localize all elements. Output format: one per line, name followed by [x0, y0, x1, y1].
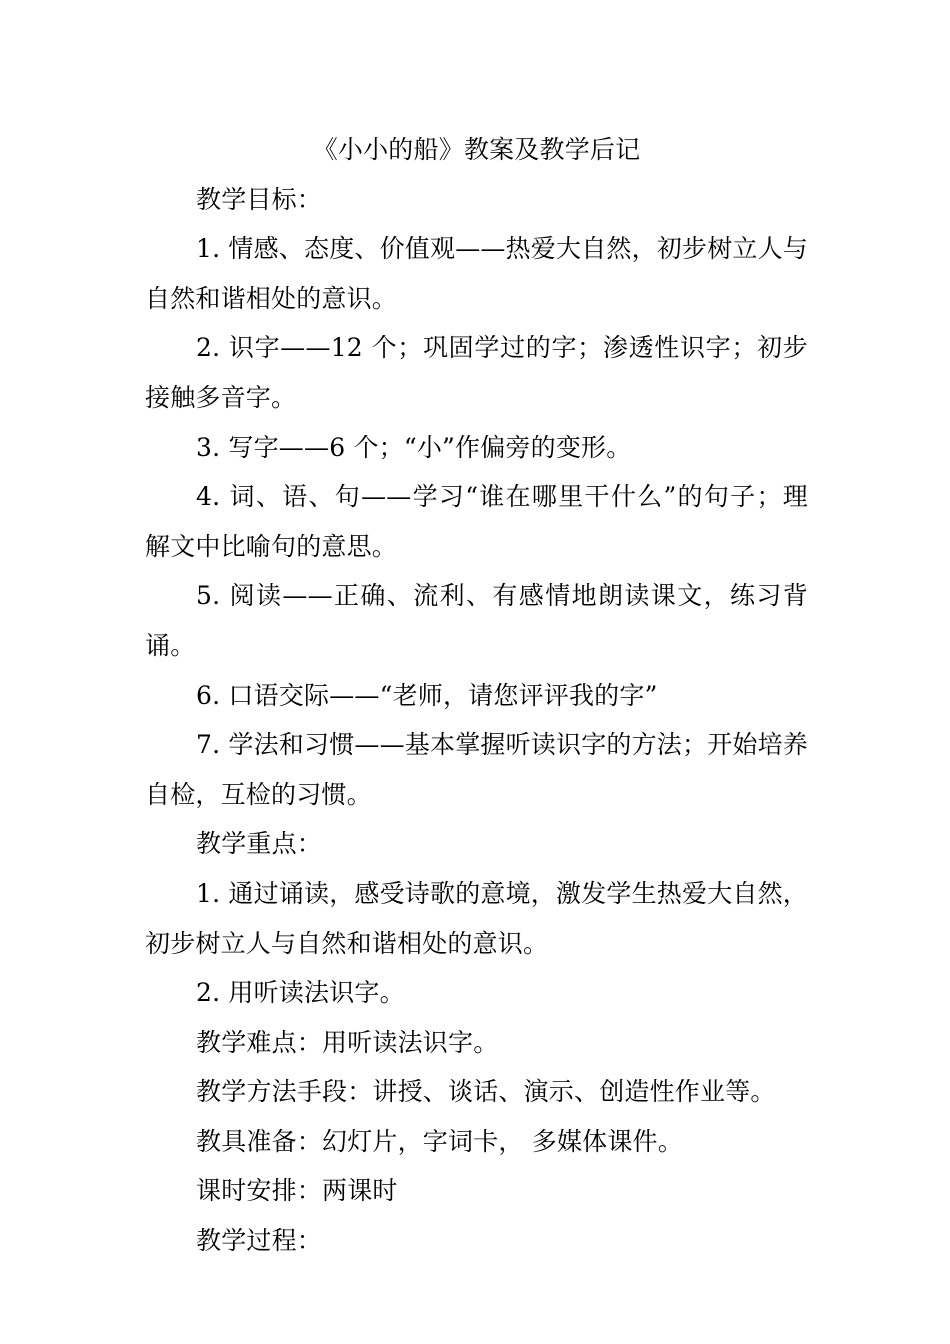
- difficulty-line: 教学难点：用听读法识字。: [196, 1027, 499, 1057]
- objective-item: 6. 口语交际——“老师，请您评评我的字”: [196, 680, 658, 710]
- section-heading-key-points: 教学重点：: [196, 829, 323, 859]
- section-heading-process: 教学过程：: [196, 1226, 323, 1256]
- materials-line: 教具准备：幻灯片，字词卡， 多媒体课件。: [196, 1126, 683, 1156]
- methods-line: 教学方法手段：讲授、谈话、演示、创造性作业等。: [196, 1077, 776, 1107]
- objective-item: 5. 阅读——正确、流利、有感情地朗读课文，练习背诵。: [145, 581, 808, 660]
- section-heading-objectives: 教学目标：: [196, 184, 323, 214]
- objective-item: 3. 写字——6 个；“小”作偏旁的变形。: [196, 432, 632, 462]
- document-body: [145, 125, 808, 1266]
- document-title: 《小小的船》教案及教学后记: [312, 135, 641, 164]
- objective-item: 4. 词、语、句——学习“谁在哪里干什么”的句子；理解文中比喻句的意思。: [145, 482, 809, 561]
- key-point-item: 1. 通过诵读，感受诗歌的意境，激发学生热爱大自然，初步树立人与自然和谐相处的意识。: [145, 878, 809, 958]
- key-point-item: 2. 用听读法识字。: [196, 978, 405, 1008]
- objective-item: 2. 识字——12 个；巩固学过的字；渗透性识字；初步接触多音字。: [145, 333, 808, 412]
- schedule-line: 课时安排：两课时: [196, 1176, 398, 1206]
- objective-item: 7. 学法和习惯——基本掌握听读识字的方法；开始培养自检，互检的习惯。: [145, 730, 809, 809]
- objective-item: 1. 情感、态度、价值观——热爱大自然，初步树立人与自然和谐相处的意识。: [145, 234, 809, 313]
